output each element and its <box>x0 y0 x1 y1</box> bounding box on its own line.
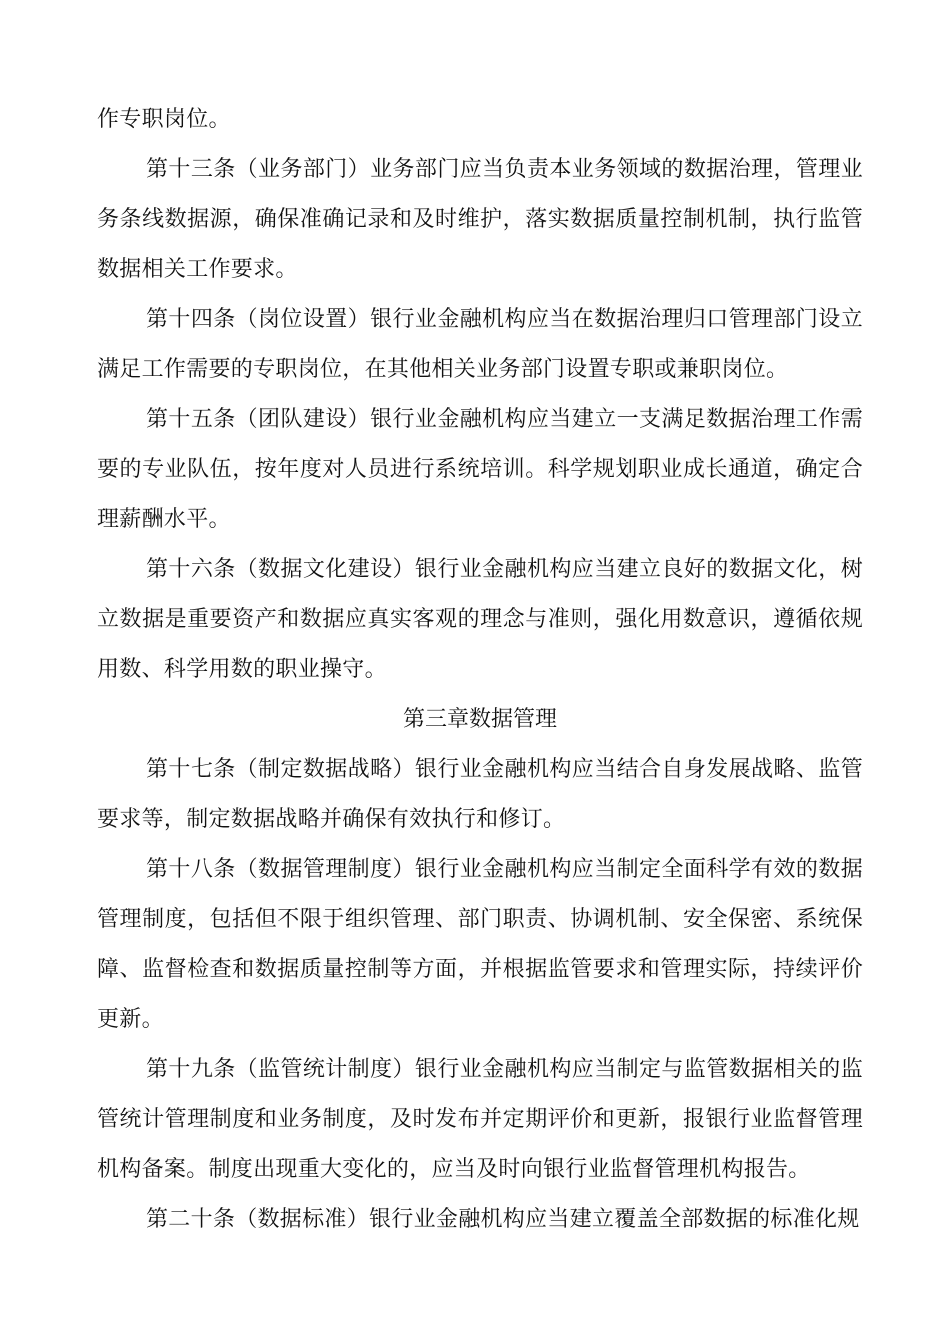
article-16-paragraph: 第十六条（数据文化建设）银行业金融机构应当建立良好的数据文化，树立数据是重要资产和数据应真实客观的理念与准则，强化用数意识，遵循依规用数、科学用数的职业操守。 <box>97 557 863 682</box>
article-15-paragraph: 第十五条（团队建设）银行业金融机构应当建立一支满足数据治理工作需要的专业队伍，按年度对人员进行系统培训。科学规划职业成长通道，确定合理薪酬水平。 <box>97 407 863 532</box>
article-13-paragraph: 第十三条（业务部门）业务部门应当负责本业务领域的数据治理，管理业务条线数据源，确保准确记录和及时维护，落实数据质量控制机制，执行监管数据相关工作要求。 <box>97 157 863 282</box>
article-18-paragraph: 第十八条（数据管理制度）银行业金融机构应当制定全面科学有效的数据管理制度，包括但不限于组织管理、部门职责、协调机制、安全保密、系统保障、监督检查和数据质量控制等方面，并根据监管要求和管理实际，持续评价更新。 <box>97 857 863 1032</box>
article-17-paragraph: 第十七条（制定数据战略）银行业金融机构应当结合自身发展战略、监管要求等，制定数据战略并确保有效执行和修订。 <box>97 757 863 832</box>
article-19-paragraph: 第十九条（监管统计制度）银行业金融机构应当制定与监管数据相关的监管统计管理制度和业务制度，及时发布并定期评价和更新，报银行业监督管理机构备案。制度出现重大变化的，应当及时向银行业监督管理机构报告。 <box>97 1057 863 1182</box>
chapter-title: 第三章数据管理 <box>402 707 557 732</box>
document-body <box>97 95 863 1245</box>
article-14-paragraph: 第十四条（岗位设置）银行业金融机构应当在数据治理归口管理部门设立满足工作需要的专职岗位，在其他相关业务部门设置专职或兼职岗位。 <box>97 307 863 382</box>
article-20-paragraph: 第二十条（数据标准）银行业金融机构应当建立覆盖全部数据的标准化规 <box>146 1207 860 1232</box>
paragraph-continuation: 作专职岗位。 <box>97 107 231 132</box>
